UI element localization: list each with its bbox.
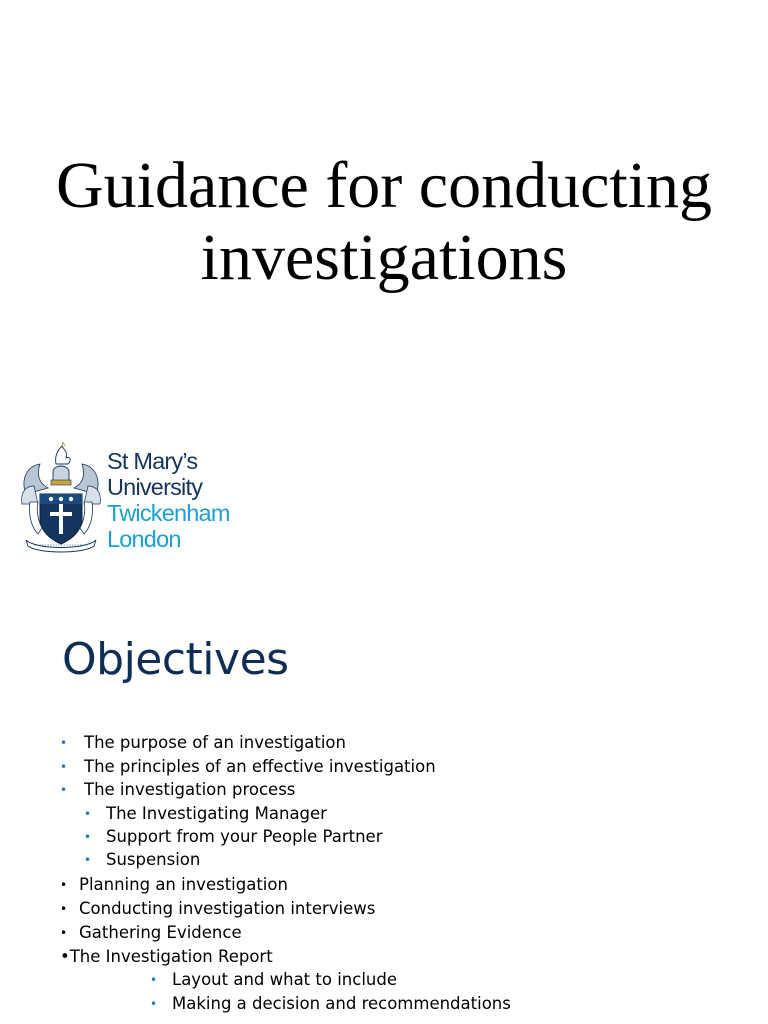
list-item: •The Investigation Report [60, 947, 273, 966]
bullet-marker: • [84, 807, 92, 821]
bullet-marker: • [60, 783, 68, 797]
objectives-heading: Objectives [62, 634, 289, 685]
list-item: Layout and what to include [172, 970, 397, 989]
title-line-2: investigations [200, 221, 568, 294]
list-item: Gathering Evidence [79, 923, 242, 942]
title-line-1: Guidance for conducting [55, 149, 713, 222]
university-logo-text [107, 448, 230, 552]
list-item: The investigation process [84, 780, 296, 799]
list-item: Planning an investigation [79, 875, 288, 894]
list-item: Support from your People Partner [106, 827, 383, 846]
list-item: Suspension [106, 850, 201, 869]
bullet-marker: • [60, 878, 68, 892]
list-item: The principles of an effective investigation [84, 757, 436, 776]
bullet-marker: • [150, 973, 158, 987]
bullet-marker: • [60, 736, 68, 750]
list-item: Conducting investigation interviews [79, 899, 376, 918]
bullet-marker: • [60, 902, 68, 916]
logo-line-twickenham: Twickenham [107, 500, 230, 526]
document-title [0, 150, 768, 294]
logo-line-university: University [107, 474, 203, 500]
bullet-marker: • [84, 853, 92, 867]
logo-line-london: London [107, 526, 181, 552]
bullet-marker: • [84, 830, 92, 844]
list-item: The Investigating Manager [106, 804, 327, 823]
list-item: Making a decision and recommendations [172, 994, 511, 1013]
bullet-marker: • [60, 926, 68, 940]
logo-line-st-marys: St Mary’s [107, 448, 198, 474]
list-item: The purpose of an investigation [84, 733, 346, 752]
bullet-marker: • [60, 760, 68, 774]
bullet-marker: • [150, 997, 158, 1011]
